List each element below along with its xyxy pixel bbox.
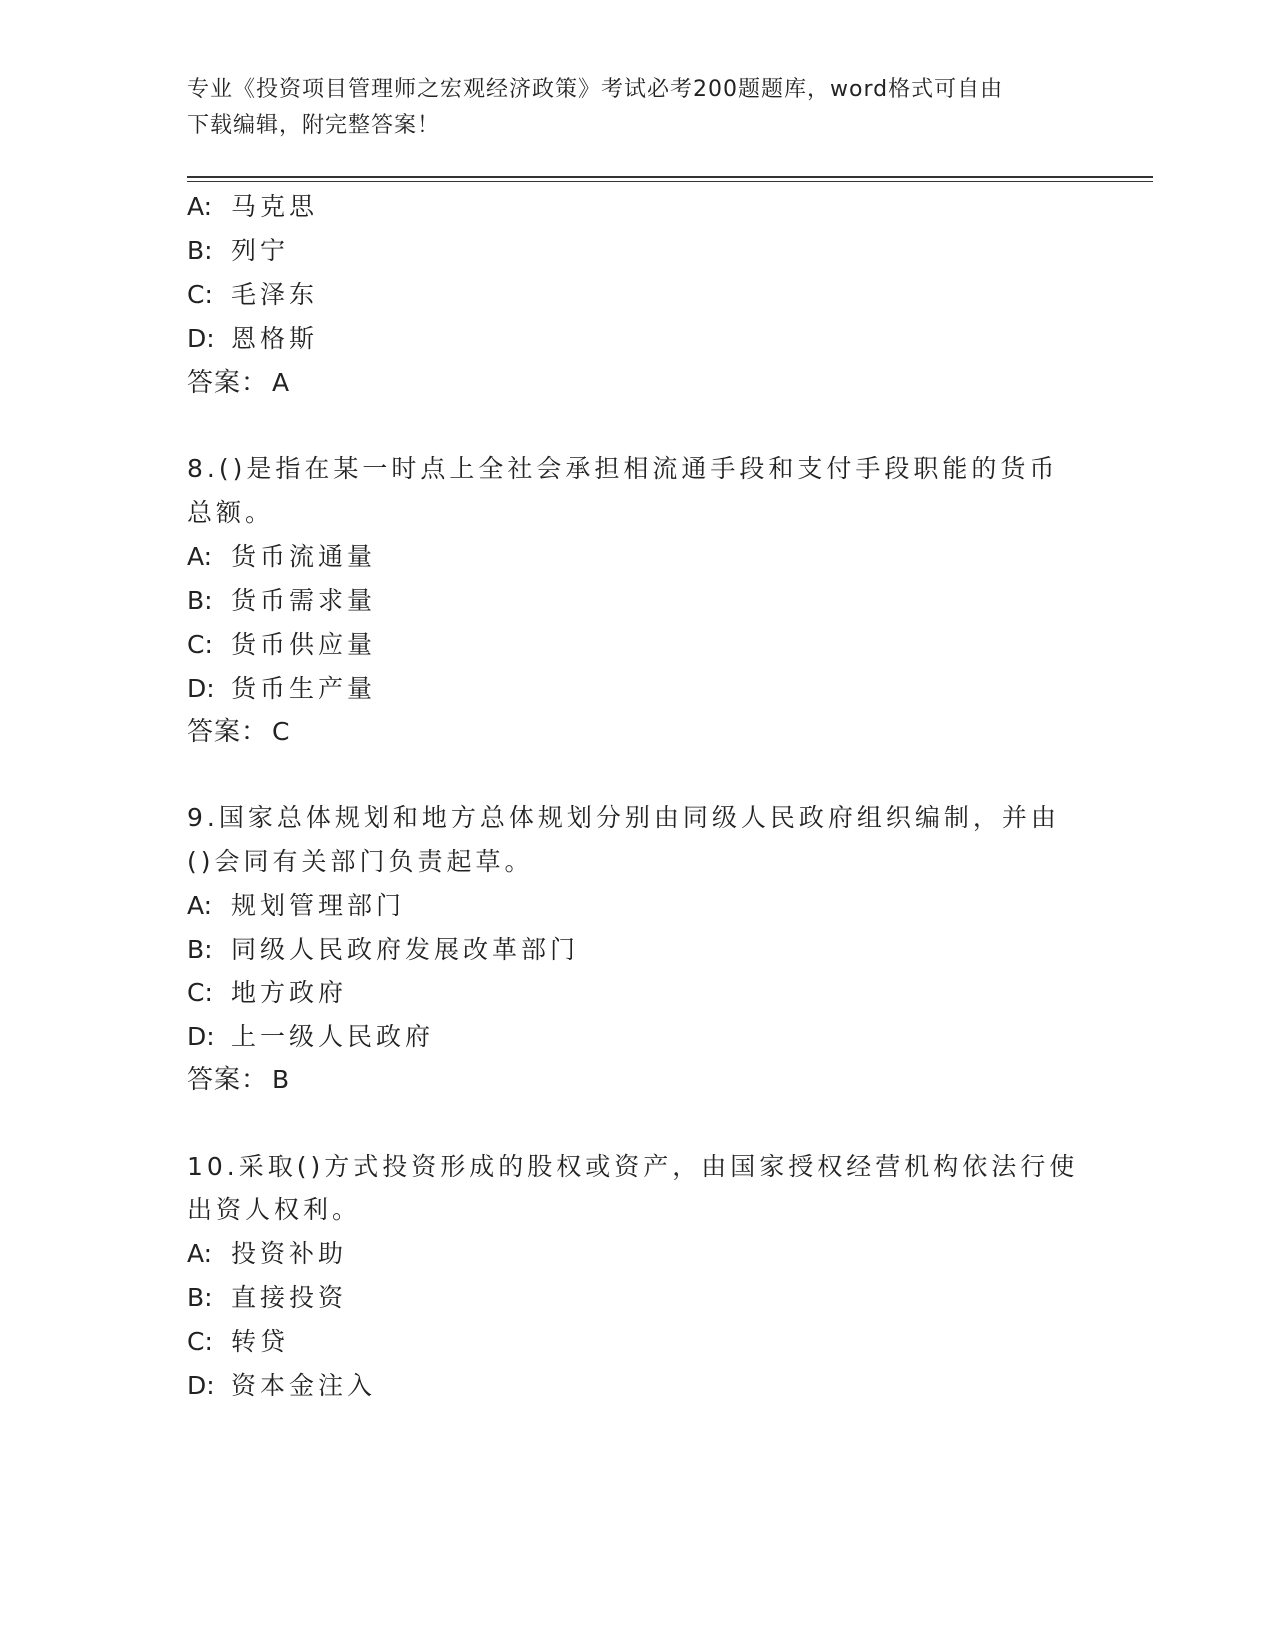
answer-value: B bbox=[272, 1065, 290, 1094]
q9-answer bbox=[187, 1062, 289, 1098]
option-text: 货币供应量 bbox=[231, 630, 377, 659]
q9-option-c bbox=[187, 975, 347, 1011]
q9-option-a bbox=[187, 888, 405, 924]
q9-stem-line-1: 9.国家总体规划和地方总体规划分别由同级人民政府组织编制，并由 bbox=[187, 803, 1060, 832]
option-text: 规划管理部门 bbox=[231, 891, 406, 920]
document-header bbox=[187, 72, 1067, 144]
option-key: B: bbox=[187, 1283, 213, 1312]
option-key: D: bbox=[187, 1022, 215, 1051]
option-text: 马克思 bbox=[231, 192, 319, 221]
option-key: C: bbox=[187, 630, 213, 659]
q8-stem-line-2: 总额。 bbox=[187, 498, 275, 527]
option-key: B: bbox=[187, 586, 213, 615]
option-key: A: bbox=[187, 542, 213, 571]
header-divider-thick bbox=[187, 176, 1153, 178]
q9-option-b bbox=[187, 932, 579, 968]
option-key: C: bbox=[187, 280, 213, 309]
option-text: 同级人民政府发展改革部门 bbox=[231, 935, 580, 964]
header-line-2: 下载编辑，附完整答案！ bbox=[187, 113, 441, 138]
q10-stem-line-1: 10.采取()方式投资形成的股权或资产，由国家授权经营机构依法行使 bbox=[187, 1152, 1079, 1181]
option-text: 直接投资 bbox=[231, 1283, 348, 1312]
option-text: 上一级人民政府 bbox=[231, 1022, 435, 1051]
q7-option-c bbox=[187, 277, 318, 313]
option-text: 货币生产量 bbox=[231, 674, 377, 703]
option-text: 转贷 bbox=[231, 1327, 290, 1356]
answer-value: C bbox=[272, 717, 290, 746]
option-key: C: bbox=[187, 1327, 213, 1356]
option-text: 地方政府 bbox=[231, 978, 348, 1007]
q10-option-b bbox=[187, 1280, 347, 1316]
answer-label: 答案： bbox=[187, 368, 269, 398]
option-key: A: bbox=[187, 1239, 213, 1268]
option-text: 货币流通量 bbox=[231, 542, 377, 571]
option-text: 投资补助 bbox=[231, 1239, 348, 1268]
answer-label: 答案： bbox=[187, 1065, 269, 1095]
q8-option-d bbox=[187, 671, 376, 707]
q7-option-d bbox=[187, 321, 318, 357]
option-key: B: bbox=[187, 935, 213, 964]
option-key: D: bbox=[187, 674, 215, 703]
q7-option-b bbox=[187, 233, 289, 269]
q8-option-b bbox=[187, 583, 376, 619]
option-key: A: bbox=[187, 891, 213, 920]
header-line-1: 专业《投资项目管理师之宏观经济政策》考试必考200题题库，word格式可自由 bbox=[187, 77, 1004, 102]
option-key: B: bbox=[187, 236, 213, 265]
option-key: C: bbox=[187, 978, 213, 1007]
q9-stem-line-2: ()会同有关部门负责起草。 bbox=[187, 847, 534, 876]
q7-answer bbox=[187, 365, 289, 401]
header-divider-thin bbox=[187, 181, 1153, 182]
q10-option-a bbox=[187, 1236, 347, 1272]
option-key: D: bbox=[187, 1371, 215, 1400]
q8-option-c bbox=[187, 627, 376, 663]
option-text: 毛泽东 bbox=[231, 280, 319, 309]
q8-stem-line-1: 8.()是指在某一时点上全社会承担相流通手段和支付手段职能的货币 bbox=[187, 454, 1059, 483]
q7-option-a bbox=[187, 189, 318, 225]
q10-option-d bbox=[187, 1368, 376, 1404]
q8-option-a bbox=[187, 539, 376, 575]
option-text: 货币需求量 bbox=[231, 586, 377, 615]
option-text: 列宁 bbox=[231, 236, 290, 265]
option-text: 资本金注入 bbox=[231, 1371, 377, 1400]
answer-value: A bbox=[272, 368, 290, 397]
q8-answer bbox=[187, 714, 289, 750]
answer-label: 答案： bbox=[187, 717, 269, 747]
option-key: A: bbox=[187, 192, 213, 221]
q10-stem-line-2: 出资人权利。 bbox=[187, 1195, 362, 1224]
q9-option-d bbox=[187, 1019, 434, 1055]
option-text: 恩格斯 bbox=[231, 324, 319, 353]
q10-option-c bbox=[187, 1324, 289, 1360]
option-key: D: bbox=[187, 324, 215, 353]
